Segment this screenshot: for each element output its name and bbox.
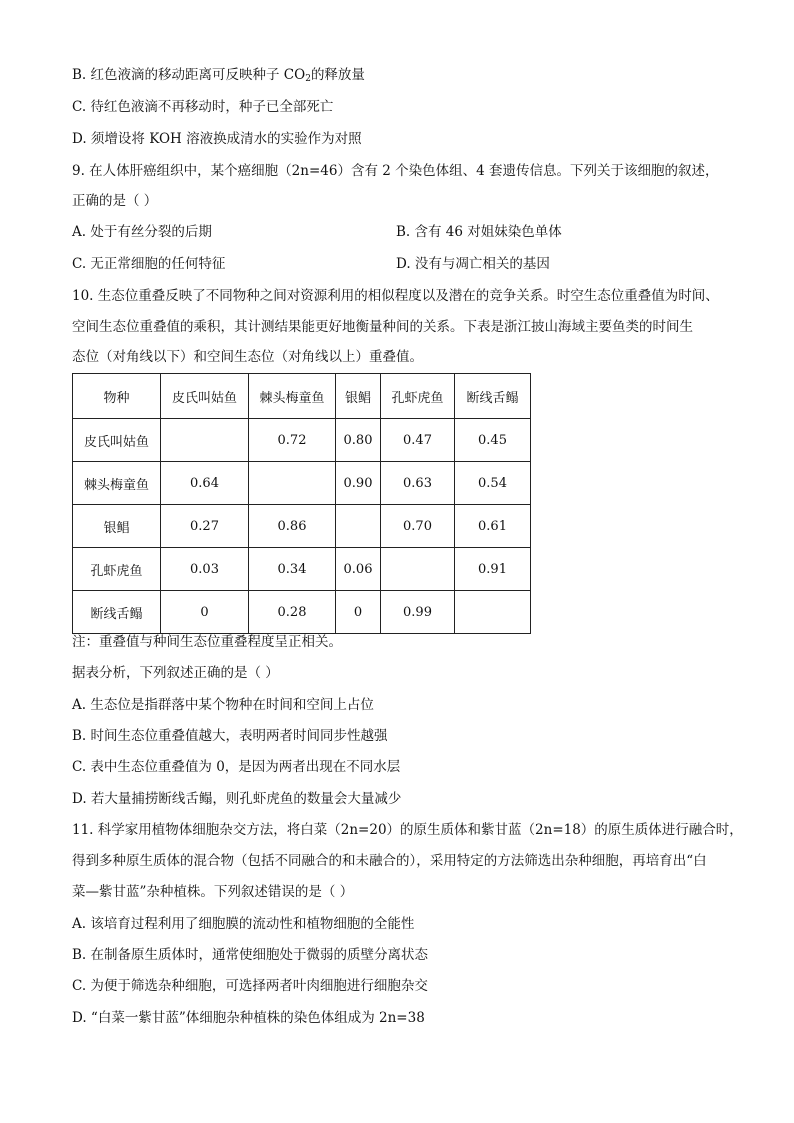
q10-question: 据表分析，下列叙述正确的是（ ） [72, 665, 279, 681]
table-header: 断线舌鳎 [455, 374, 531, 419]
q8-option-b-text: B. 红色液滴的移动距离可反映种子 CO [72, 67, 306, 83]
q8-option-c: C. 待红色液滴不再移动时，种子已全部死亡 [72, 99, 334, 115]
table-row [73, 591, 531, 634]
table-cell: 0.99 [381, 591, 455, 634]
q11-option-d: D. “白菜一紫甘蓝”体细胞杂种植株的染色体组成为 2n=38 [72, 1010, 425, 1026]
table-cell: 0.61 [455, 505, 531, 548]
q10-stem-line1: 10. 生态位重叠反映了不同物种之间对资源利用的相似程度以及潜在的竞争关系。时空生态位重叠值为时间、 [72, 288, 719, 304]
table-cell: 0.34 [249, 548, 336, 591]
table-cell: 0.06 [336, 548, 381, 591]
q11-option-a: A. 该培育过程利用了细胞膜的流动性和植物细胞的全能性 [72, 916, 415, 932]
table-cell [161, 419, 249, 462]
table-cell: 银鲳 [73, 505, 161, 548]
table-row [73, 462, 531, 505]
niche-overlap-table [72, 373, 531, 634]
q8-option-b-tail: 的释放量 [310, 67, 365, 83]
q10-stem-line3: 态位（对角线以下）和空间生态位（对角线以上）重叠值。 [72, 349, 423, 365]
table-cell [381, 548, 455, 591]
table-header: 皮氏叫姑鱼 [161, 374, 249, 419]
table-header: 棘头梅童鱼 [249, 374, 336, 419]
table-cell: 0.90 [336, 462, 381, 505]
q8-option-d: D. 须增设将 KOH 溶液换成清水的实验作为对照 [72, 131, 362, 147]
q10-option-b: B. 时间生态位重叠值越大，表明两者时间同步性越强 [72, 728, 388, 744]
q9-stem-line1: 9. 在人体肝癌组织中，某个癌细胞（2n=46）含有 2 个染色体组、4 套遗传信息。下列关于该细胞的叙述， [72, 163, 719, 179]
table-cell: 0.47 [381, 419, 455, 462]
table-cell: 皮氏叫姑鱼 [73, 419, 161, 462]
table-cell: 断线舌鳎 [73, 591, 161, 634]
table-cell: 0.86 [249, 505, 336, 548]
table-cell [249, 462, 336, 505]
table-cell: 0.64 [161, 462, 249, 505]
table-row [73, 419, 531, 462]
table-row [73, 505, 531, 548]
q9-option-b: B. 含有 46 对姐妹染色单体 [396, 224, 562, 240]
q11-stem-line2: 得到多种原生质体的混合物（包括不同融合的和未融合的），采用特定的方法筛选出杂种细胞，再培育出“白 [72, 853, 707, 869]
table-header-row [73, 374, 531, 419]
q8-option-b-subscript: 2 [305, 74, 311, 84]
q11-stem-line3: 菜—紫甘蓝”杂种植株。下列叙述错误的是（ ） [72, 884, 354, 900]
table-cell: 0.91 [455, 548, 531, 591]
table-cell: 0.45 [455, 419, 531, 462]
table-cell [455, 591, 531, 634]
table-cell: 0.54 [455, 462, 531, 505]
table-header: 物种 [73, 374, 161, 419]
table-cell: 0.70 [381, 505, 455, 548]
table-cell: 0.28 [249, 591, 336, 634]
table-cell: 0.03 [161, 548, 249, 591]
table-cell: 孔虾虎鱼 [73, 548, 161, 591]
table-cell [336, 505, 381, 548]
q10-option-c: C. 表中生态位重叠值为 0，是因为两者出现在不同水层 [72, 759, 401, 775]
q10-option-d: D. 若大量捕捞断线舌鳎，则孔虾虎鱼的数量会大量减少 [72, 791, 402, 807]
table-cell: 0.63 [381, 462, 455, 505]
table-cell: 0.80 [336, 419, 381, 462]
q11-option-c: C. 为便于筛选杂种细胞，可选择两者叶肉细胞进行细胞杂交 [72, 978, 428, 994]
table-header: 孔虾虎鱼 [381, 374, 455, 419]
table-cell: 0.27 [161, 505, 249, 548]
q11-stem-line1: 11. 科学家用植物体细胞杂交方法，将白菜（2n=20）的原生质体和紫甘蓝（2n=18）的原生质体进行融合时， [72, 822, 743, 838]
table-cell: 0.72 [249, 419, 336, 462]
table-header: 银鲳 [336, 374, 381, 419]
q11-option-b: B. 在制备原生质体时，通常使细胞处于微弱的质壁分离状态 [72, 947, 429, 963]
table-cell: 棘头梅童鱼 [73, 462, 161, 505]
q9-stem-line2: 正确的是（ ） [72, 193, 158, 209]
q8-option-b [72, 65, 365, 89]
q9-option-c: C. 无正常细胞的任何特征 [72, 256, 226, 272]
table-row [73, 548, 531, 591]
table-cell: 0 [161, 591, 249, 634]
table-note: 注：重叠值与种间生态位重叠程度呈正相关。 [72, 634, 342, 650]
q10-stem-line2: 空间生态位重叠值的乘积，其计测结果能更好地衡量种间的关系。下表是浙江披山海域主要鱼类的时间生 [72, 319, 693, 335]
q10-option-a: A. 生态位是指群落中某个物种在时间和空间上占位 [72, 697, 374, 713]
table-cell: 0 [336, 591, 381, 634]
q9-option-d: D. 没有与凋亡相关的基因 [396, 256, 550, 272]
q9-option-a: A. 处于有丝分裂的后期 [72, 224, 212, 240]
